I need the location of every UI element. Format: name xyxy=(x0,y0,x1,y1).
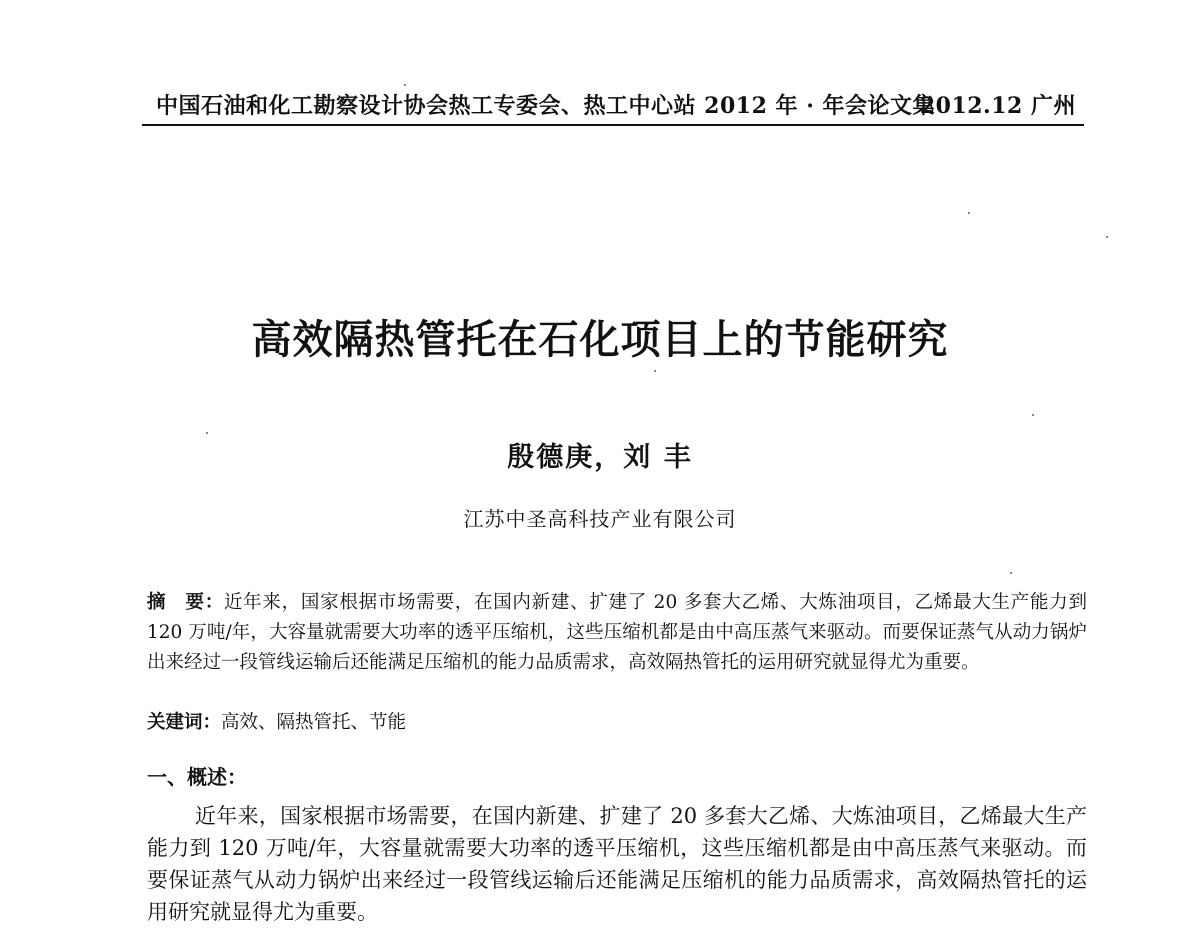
scan-speck xyxy=(654,370,656,372)
section-heading: 一、概述： xyxy=(147,765,247,789)
section-paragraph: 近年来，国家根据市场需要，在国内新建、扩建了 20 多套大乙烯、大炼油项目，乙烯最大生产能力到 120 万吨/年，大容量就需要大功率的透平压缩机，这些压缩机都是由中高压蒸气来驱动。而要保证蒸气从动力锅炉出来经过一段管线运输后还能满足压缩机的能力品质需求，高效隔热管托的运用研究就显得尤为重要。 xyxy=(147,804,1087,924)
keywords xyxy=(147,708,1087,738)
abstract xyxy=(147,588,1087,678)
scan-speck xyxy=(1032,414,1034,416)
running-header xyxy=(148,90,1082,122)
paper-authors: 殷德庚，刘 丰 xyxy=(507,442,693,473)
keywords-label: 关建词： xyxy=(147,712,222,733)
scan-speck xyxy=(1106,236,1108,238)
keywords-text: 高效、隔热管托、节能 xyxy=(221,712,407,733)
header-rule xyxy=(142,124,1084,126)
scan-speck xyxy=(968,212,970,214)
abstract-text: 近年来，国家根据市场需要，在国内新建、扩建了 20 多套大乙烯、大炼油项目，乙烯最大生产能力到 120 万吨/年，大容量就需要大功率的透平压缩机，这些压缩机都是由中高压蒸气来驱动。而要保证蒸气从动力锅炉出来经过一段管线运输后还能满足压缩机的能力品质需求，高效隔热管托的运用研究就显得尤为重要。 xyxy=(147,592,1087,673)
scan-speck xyxy=(404,84,406,86)
paper-title: 高效隔热管托在石化项目上的节能研究 xyxy=(251,317,949,363)
paper-affiliation: 江苏中圣高科技产业有限公司 xyxy=(463,507,737,531)
running-header-date-location: 2012.12 广州 xyxy=(919,93,1076,119)
scan-speck xyxy=(206,432,208,434)
abstract-label: 摘 要： xyxy=(147,592,224,613)
scan-speck xyxy=(1010,572,1012,574)
running-header-proceedings: 中国石油和化工勘察设计协会热工专委会、热工中心站 2012 年 · 年会论文集 xyxy=(156,93,936,119)
